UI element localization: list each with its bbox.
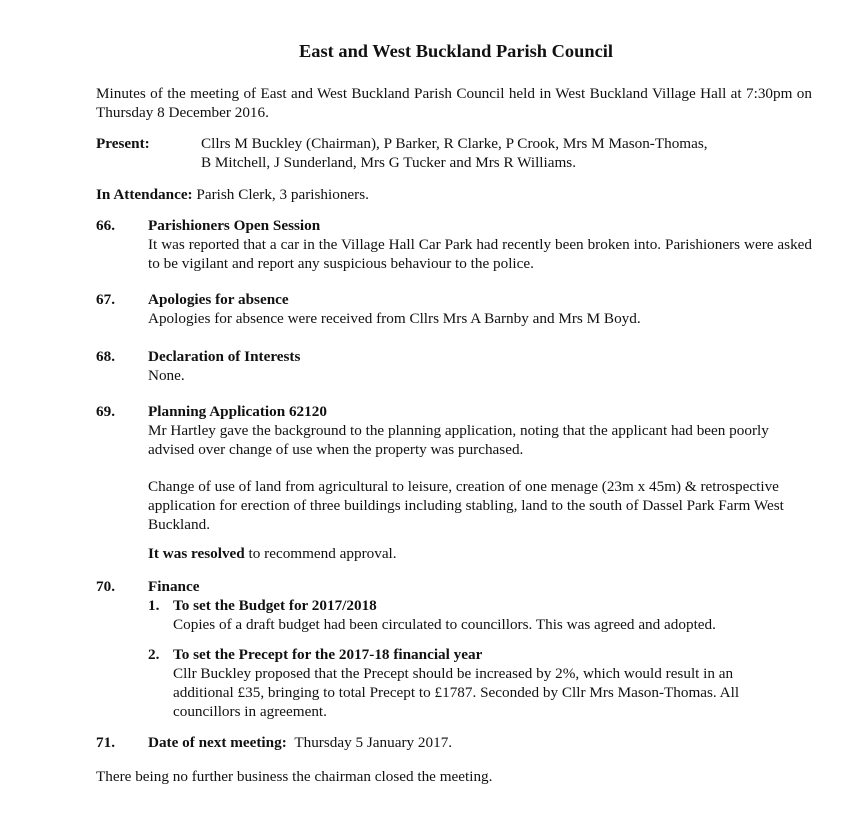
item-text: It was reported that a car in the Village Hall Car Park had recently been broken into. Parishioners were asked to be vigilant and report any suspicious behaviour to the police. (148, 236, 812, 272)
item-heading: Parishioners Open Session (148, 217, 321, 234)
present-label: Present: (96, 135, 150, 152)
item-text: Thursday 5 January 2017. (294, 734, 453, 751)
item-text-2: Change of use of land from agricultural to leisure, creation of one menage (23m x 45m) & retrospective application for erection of three buildings including stabling, land to the south of Dassel Park Farm West Buckland. (148, 478, 784, 533)
resolution-rest: to recommend approval. (244, 545, 397, 562)
sub-item-precept (148, 645, 812, 721)
sub-item-heading: To set the Budget for 2017/2018 (173, 597, 377, 614)
item-number: 66. (96, 217, 115, 234)
item-text: None. (148, 367, 185, 384)
item-number: 69. (96, 403, 115, 420)
intro-paragraph: Minutes of the meeting of East and West Buckland Parish Council held in West Buckland Village Hall at 7:30pm on Thursday 8 December 2016. (96, 85, 812, 121)
item-heading: Apologies for absence (148, 291, 289, 308)
sub-item-number: 1. (148, 597, 160, 614)
item-number: 70. (96, 578, 115, 595)
item-text: Mr Hartley gave the background to the planning application, noting that the applicant had been poorly advised over change of use when the property was purchased. (148, 422, 769, 458)
resolution-bold: It was resolved (148, 545, 245, 562)
present-list (201, 134, 801, 172)
item-heading: Declaration of Interests (148, 348, 301, 365)
sub-item-text: Cllr Buckley proposed that the Precept should be increased by 2%, which would result in an additional £35, bringing to total Precept to £1787. Seconded by Cllr Mrs Mason-Thomas. All councillors in agreement. (173, 665, 740, 720)
item-number: 67. (96, 291, 115, 308)
sub-item-text: Copies of a draft budget had been circulated to councillors. This was agreed and adopted. (173, 616, 716, 633)
item-heading: Finance (148, 578, 200, 595)
item-heading: Date of next meeting: (148, 734, 287, 751)
attendance-section (96, 185, 812, 204)
document-title: East and West Buckland Parish Council (299, 41, 613, 61)
attendance-value: Parish Clerk, 3 parishioners. (196, 186, 369, 203)
attendance-label: In Attendance: (96, 186, 193, 203)
sub-item-heading: To set the Precept for the 2017-18 financial year (173, 646, 483, 663)
item-number: 68. (96, 348, 115, 365)
sub-item-budget (148, 596, 812, 634)
closing-statement: There being no further business the chairman closed the meeting. (96, 768, 493, 785)
item-resolution (148, 544, 812, 563)
present-line-1: Cllrs M Buckley (Chairman), P Barker, R Clarke, P Crook, Mrs M Mason-Thomas, (201, 135, 708, 152)
present-line-2: B Mitchell, J Sunderland, Mrs G Tucker and Mrs R Williams. (201, 154, 576, 171)
item-text: Apologies for absence were received from Cllrs Mrs A Barnby and Mrs M Boyd. (148, 310, 641, 327)
sub-item-number: 2. (148, 646, 160, 663)
item-heading: Planning Application 62120 (148, 403, 327, 420)
item-number: 71. (96, 734, 115, 751)
